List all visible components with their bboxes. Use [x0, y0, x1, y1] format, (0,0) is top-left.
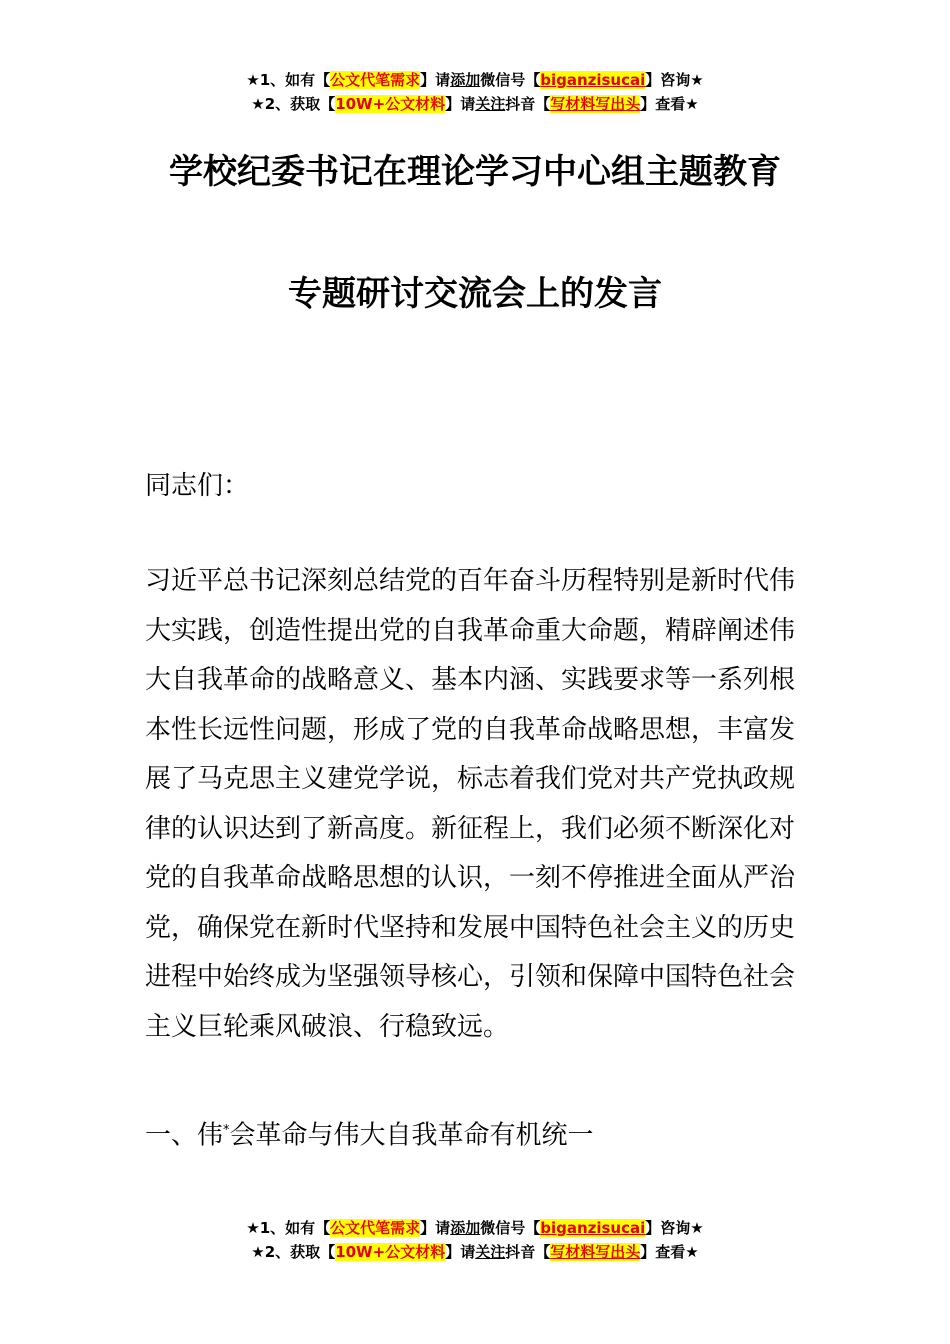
document-title-line-1: 学校纪委书记在理论学习中心组主题教育 — [169, 152, 781, 192]
section-heading-1 — [145, 1106, 815, 1161]
promo-banner-top — [0, 68, 950, 116]
promo-text: ★1、如有【 — [246, 1219, 331, 1237]
promo-text: 】查看★ — [640, 1243, 699, 1261]
promo-text: 抖音【 — [505, 95, 551, 113]
promo-text: 】请 — [445, 1243, 476, 1261]
promo-line-2 — [0, 1240, 950, 1264]
promo-text: ★2、获取【 — [251, 95, 336, 113]
douyin-id: 写材料写出头 — [550, 1243, 641, 1261]
promo-text: ★2、获取【 — [251, 1243, 336, 1261]
body-paragraph: 习近平总书记深刻总结党的百年奋斗历程特别是新时代伟大实践，创造性提出党的自我革命重大命题，精辟阐述伟大自我革命的战略意义、基本内涵、实践要求等一系列根本性长远性问题，形成了党的自我革命战略思想，丰富发展了马克思主义建党学说，标志着我们党对共产党执政规律的认识达到了新高度。新征程上，我们必须不断深化对党的自我革命战略思想的认识，一刻不停推进全面从严治党，确保党在新时代坚持和发展中国特色社会主义的历史进程中始终成为坚强领导核心，引领和保障中国特色社会主义巨轮乘风破浪、行稳致远。 — [145, 566, 796, 1042]
wechat-id: biganzisucai — [540, 1219, 646, 1237]
promo-text: 】咨询★ — [645, 1219, 704, 1237]
promo-banner-bottom — [0, 1216, 950, 1264]
section-heading-text: 一、伟 — [145, 1120, 224, 1151]
salutation: 同志们： — [145, 471, 250, 501]
promo-line-1 — [0, 68, 950, 92]
promo-text: 】请 — [445, 95, 476, 113]
promo-text: ★1、如有【 — [246, 71, 331, 89]
promo-highlight: 公文代笔需求 — [330, 1219, 421, 1237]
promo-underline: 关注 — [475, 95, 506, 113]
promo-text: 微信号【 — [480, 71, 541, 89]
promo-line-2 — [0, 92, 950, 116]
promo-underline: 添加 — [450, 71, 481, 89]
promo-text: 】查看★ — [640, 95, 699, 113]
douyin-id: 写材料写出头 — [550, 95, 641, 113]
section-heading-text: 会革命与伟大自我革命有机统一 — [229, 1120, 594, 1151]
document-title-line-2: 专题研讨交流会上的发言 — [288, 274, 662, 314]
promo-highlight: 10W+公文材料 — [335, 1243, 446, 1261]
wechat-id: biganzisucai — [540, 71, 646, 89]
promo-text: 】咨询★ — [645, 71, 704, 89]
promo-line-1 — [0, 1216, 950, 1240]
promo-text: 】请 — [420, 1219, 451, 1237]
promo-underline: 添加 — [450, 1219, 481, 1237]
promo-underline: 关注 — [475, 1243, 506, 1261]
promo-text: 微信号【 — [480, 1219, 541, 1237]
section-heading-mark: * — [223, 1123, 230, 1138]
promo-highlight: 公文代笔需求 — [330, 71, 421, 89]
promo-text: 】请 — [420, 71, 451, 89]
promo-highlight: 10W+公文材料 — [335, 95, 446, 113]
promo-text: 抖音【 — [505, 1243, 551, 1261]
